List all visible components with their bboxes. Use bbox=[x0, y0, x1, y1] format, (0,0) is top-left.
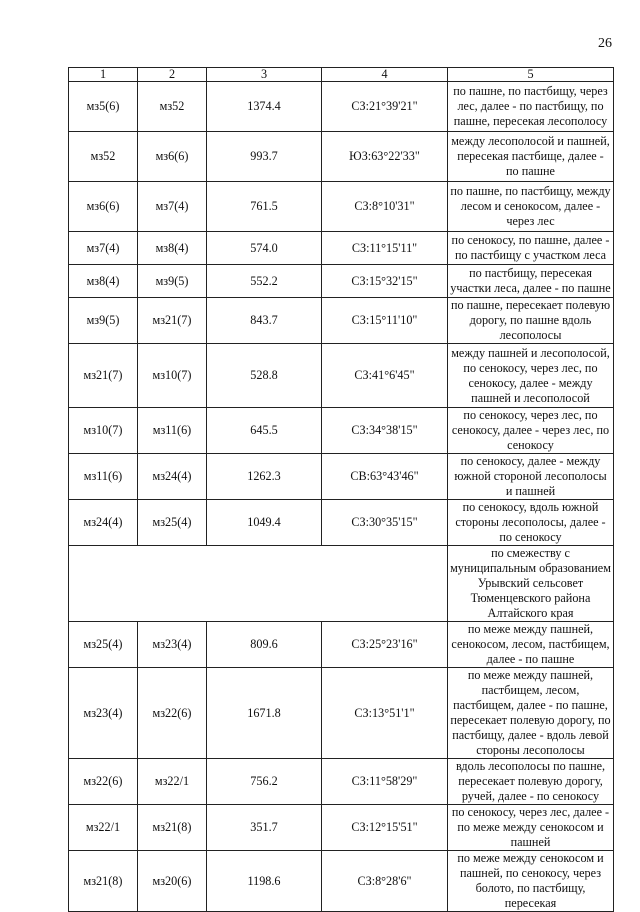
cell-description: вдоль лесополосы по пашне, пересекает полевую дорогу, ручей, далее - по сенокосу bbox=[448, 759, 614, 805]
cell-to-point: мз22(6) bbox=[138, 668, 207, 759]
cell-length: 843.7 bbox=[207, 298, 322, 344]
column-header: 5 bbox=[448, 68, 614, 82]
cell-from-point: мз5(6) bbox=[69, 82, 138, 132]
table-row bbox=[69, 344, 614, 408]
cell-to-point: мз10(7) bbox=[138, 344, 207, 408]
cell-from-point: мз22(6) bbox=[69, 759, 138, 805]
cell-length: 993.7 bbox=[207, 132, 322, 182]
cell-bearing: СЗ:15°32'15" bbox=[322, 265, 448, 298]
cell-description: по пашне, по пастбищу, через лес, далее - по пастбищу, по пашне, пересекая лесополосу bbox=[448, 82, 614, 132]
cell-to-point: мз52 bbox=[138, 82, 207, 132]
boundary-table bbox=[68, 67, 614, 912]
cell-bearing: СЗ:41°6'45" bbox=[322, 344, 448, 408]
cell-bearing: СЗ:12°15'51" bbox=[322, 805, 448, 851]
cell-from-point: мз23(4) bbox=[69, 668, 138, 759]
cell-description: по смежеству с муниципальным образованием Урывский сельсовет Тюменцевского района Алтайского края bbox=[448, 546, 614, 622]
column-header: 4 bbox=[322, 68, 448, 82]
cell-to-point: мз9(5) bbox=[138, 265, 207, 298]
column-header: 3 bbox=[207, 68, 322, 82]
cell-to-point: мз6(6) bbox=[138, 132, 207, 182]
cell-length: 1049.4 bbox=[207, 500, 322, 546]
cell-to-point: мз25(4) bbox=[138, 500, 207, 546]
table-row bbox=[69, 500, 614, 546]
cell-length: 528.8 bbox=[207, 344, 322, 408]
table-row bbox=[69, 82, 614, 132]
cell-length: 1671.8 bbox=[207, 668, 322, 759]
cell-length: 552.2 bbox=[207, 265, 322, 298]
cell-description: по сенокосу, через лес, далее - по меже между сенокосом и пашней bbox=[448, 805, 614, 851]
table-row bbox=[69, 265, 614, 298]
table-row bbox=[69, 759, 614, 805]
cell-description: по пашне, по пастбищу, между лесом и сенокосом, далее - через лес bbox=[448, 182, 614, 232]
cell-to-point: мз20(6) bbox=[138, 851, 207, 912]
cell-from-point: мз10(7) bbox=[69, 408, 138, 454]
cell-bearing: СЗ:8°10'31" bbox=[322, 182, 448, 232]
cell-from-point: мз21(7) bbox=[69, 344, 138, 408]
cell-description: по меже между пашней, сенокосом, лесом, пастбищем, далее - по пашне bbox=[448, 622, 614, 668]
cell-length: 1262.3 bbox=[207, 454, 322, 500]
cell-to-point: мз11(6) bbox=[138, 408, 207, 454]
cell-from-point: мз11(6) bbox=[69, 454, 138, 500]
table-row bbox=[69, 298, 614, 344]
cell-from-point: мз22/1 bbox=[69, 805, 138, 851]
cell-from-point: мз8(4) bbox=[69, 265, 138, 298]
cell-from-point: мз7(4) bbox=[69, 232, 138, 265]
cell-length: 809.6 bbox=[207, 622, 322, 668]
cell-length: 761.5 bbox=[207, 182, 322, 232]
table-row bbox=[69, 182, 614, 232]
cell-from-point: мз25(4) bbox=[69, 622, 138, 668]
cell-bearing: СЗ:13°51'1" bbox=[322, 668, 448, 759]
cell-bearing: СЗ:8°28'6" bbox=[322, 851, 448, 912]
cell-bearing: СЗ:11°15'11" bbox=[322, 232, 448, 265]
table-row bbox=[69, 851, 614, 912]
cell-description: по меже между пашней, пастбищем, лесом, пастбищем, далее - по пашне, пересекает полевую дорогу, по пастбищу, далее - вдоль левой стороны лесополосы bbox=[448, 668, 614, 759]
page-number: 26 bbox=[598, 36, 612, 51]
cell-description: между лесополосой и пашней, пересекая пастбище, далее - по пашне bbox=[448, 132, 614, 182]
cell-bearing: СЗ:21°39'21" bbox=[322, 82, 448, 132]
cell-description: по сенокосу, вдоль южной стороны лесополосы, далее - по сенокосу bbox=[448, 500, 614, 546]
cell-bearing: ЮЗ:63°22'33" bbox=[322, 132, 448, 182]
cell-to-point: мз7(4) bbox=[138, 182, 207, 232]
cell-to-point: мз23(4) bbox=[138, 622, 207, 668]
table-row bbox=[69, 454, 614, 500]
cell-length: 1198.6 bbox=[207, 851, 322, 912]
table-row bbox=[69, 805, 614, 851]
cell-bearing: СЗ:11°58'29" bbox=[322, 759, 448, 805]
cell-to-point: мз24(4) bbox=[138, 454, 207, 500]
table-row bbox=[69, 232, 614, 265]
cell-bearing: СВ:63°43'46" bbox=[322, 454, 448, 500]
cell-from-point: мз52 bbox=[69, 132, 138, 182]
cell-description: по пашне, пересекает полевую дорогу, по пашне вдоль лесополосы bbox=[448, 298, 614, 344]
cell-bearing: СЗ:30°35'15" bbox=[322, 500, 448, 546]
table-row bbox=[69, 132, 614, 182]
cell-bearing: СЗ:34°38'15" bbox=[322, 408, 448, 454]
cell-to-point: мз21(7) bbox=[138, 298, 207, 344]
cell-description: по меже между сенокосом и пашней, по сенокосу, через болото, по пастбищу, пересекая bbox=[448, 851, 614, 912]
table-row bbox=[69, 622, 614, 668]
cell-to-point: мз8(4) bbox=[138, 232, 207, 265]
cell-description: по пастбищу, пересекая участки леса, далее - по пашне bbox=[448, 265, 614, 298]
table-row bbox=[69, 546, 614, 622]
cell-from-point: мз24(4) bbox=[69, 500, 138, 546]
cell-to-point: мз21(8) bbox=[138, 805, 207, 851]
cell-from-point: мз21(8) bbox=[69, 851, 138, 912]
cell-empty-merged bbox=[69, 546, 448, 622]
table-row bbox=[69, 408, 614, 454]
cell-description: по сенокосу, по пашне, далее - по пастбищу с участком леса bbox=[448, 232, 614, 265]
cell-length: 756.2 bbox=[207, 759, 322, 805]
cell-description: между пашней и лесополосой, по сенокосу, через лес, по сенокосу, далее - между пашней и лесополосой bbox=[448, 344, 614, 408]
header-row bbox=[69, 68, 614, 82]
cell-from-point: мз9(5) bbox=[69, 298, 138, 344]
cell-from-point: мз6(6) bbox=[69, 182, 138, 232]
cell-to-point: мз22/1 bbox=[138, 759, 207, 805]
cell-length: 574.0 bbox=[207, 232, 322, 265]
cell-description: по сенокосу, далее - между южной стороной лесополосы и пашней bbox=[448, 454, 614, 500]
table-row bbox=[69, 668, 614, 759]
cell-length: 1374.4 bbox=[207, 82, 322, 132]
column-header: 2 bbox=[138, 68, 207, 82]
cell-bearing: СЗ:25°23'16" bbox=[322, 622, 448, 668]
column-header: 1 bbox=[69, 68, 138, 82]
cell-bearing: СЗ:15°11'10" bbox=[322, 298, 448, 344]
cell-description: по сенокосу, через лес, по сенокосу, далее - через лес, по сенокосу bbox=[448, 408, 614, 454]
cell-length: 351.7 bbox=[207, 805, 322, 851]
cell-length: 645.5 bbox=[207, 408, 322, 454]
